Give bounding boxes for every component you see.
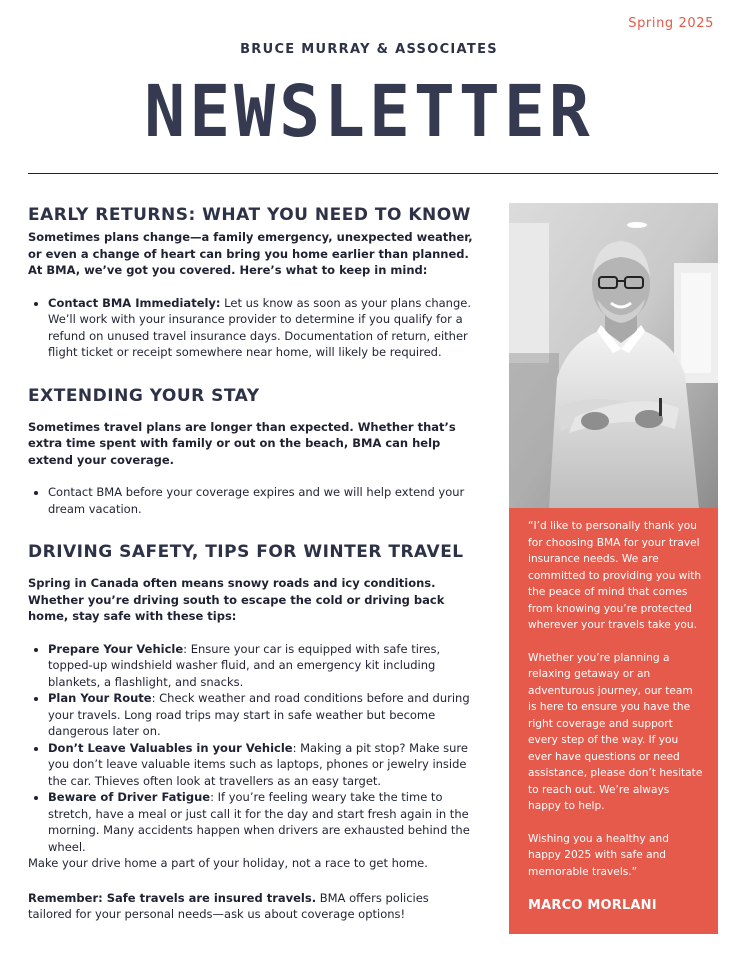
- list-item: [48, 295, 474, 361]
- quote-paragraph-3: Wishing you a healthy and happy 2025 with safe and memorable travels.”: [528, 832, 669, 878]
- heading-early-returns: EARLY RETURNS: WHAT YOU NEED TO KNOW: [28, 205, 471, 225]
- bullet-text: : Ensure your car is equipped with safe tires, topped-up windshield washer fluid, and an emergency kit including blankets, a flashlight, and snacks.: [48, 641, 441, 689]
- closing-line: Make your drive home a part of your holiday, not a race to get home.: [28, 856, 428, 870]
- heading-extending-stay: EXTENDING YOUR STAY: [28, 385, 260, 406]
- bullet-text: : If you’re feeling weary take the time to stretch, have a meal or just call it for the day and start fresh again in the morning. Many accidents happen when drivers are exhausted behind the wheel.: [48, 790, 470, 854]
- bullet-title: Contact BMA Immediately:: [48, 295, 221, 310]
- list-item: • Contact BMA before your coverage expires and we will help extend your dream vacation.: [48, 484, 474, 517]
- main-column: [28, 204, 474, 923]
- remember-bold: Remember: Safe travels are insured travels.: [28, 890, 317, 905]
- list-extending-stay: [28, 484, 474, 517]
- lead-driving-safety: Spring in Canada often means snowy roads and icy conditions. Whether you’re driving south to escape the cold or driving back home, stay safe with these tips:: [28, 576, 445, 623]
- lead-extending-stay: Sometimes travel plans are longer than expected. Whether that’s extra time spent with family or out on the beach, BMA can help extend your coverage.: [28, 419, 456, 467]
- list-item: [48, 789, 474, 855]
- bullet-text: : Making a pit stop? Make sure you don’t leave valuable items such as laptops, phones or jewelry inside the car. Thieves often look at travellers as an easy target.: [48, 740, 468, 788]
- list-item: [48, 740, 474, 790]
- list-item: [48, 641, 474, 691]
- remember-note: [28, 890, 474, 923]
- quote-paragraph-1: “I’d like to personally thank you for choosing BMA for your travel insurance needs. We are committed to providing you with the peace of mind that comes from knowing you’re protected wherever your travels take you.: [528, 520, 702, 631]
- list-driving-safety: [28, 641, 474, 856]
- bullet-title: Prepare Your Vehicle: [48, 641, 184, 656]
- list-item: [48, 690, 474, 740]
- remember-text: BMA offers policies tailored for your personal needs—ask us about coverage options!: [28, 890, 429, 921]
- bullet-title: Beware of Driver Fatigue: [48, 790, 211, 804]
- heading-driving-safety: DRIVING SAFETY, TIPS FOR WINTER TRAVEL: [28, 542, 464, 562]
- personal-message-box: [509, 508, 718, 934]
- list-early-returns: [28, 295, 474, 361]
- newsletter-title: NEWSLETTER: [144, 71, 594, 154]
- bullet-title: Don’t Leave Valuables in your Vehicle: [48, 740, 293, 755]
- company-name: BRUCE MURRAY & ASSOCIATES: [240, 42, 498, 57]
- header-divider: [28, 173, 718, 174]
- quote-paragraph-2: Whether you’re planning a relaxing getaway or an adventurous journey, our team is here to ensure you have the right coverage and support every step of the way. If you ever have questions or need assistance, please don’t hesitate to reach out. We’re always happy to help.: [528, 651, 703, 812]
- issue-season: Spring 2025: [628, 16, 714, 31]
- portrait-photo: [509, 203, 718, 508]
- lead-early-returns: Sometimes plans change—a family emergency, unexpected weather, or even a change of heart can bring you home earlier than planned. At BMA, we’ve got you covered. Here’s what to keep in mind:: [28, 230, 473, 277]
- bullet-text: Let us know as soon as your plans change. We’ll work with your insurance provider to determine if you qualify for a refund on unused travel insurance days. Documentation of return, either flight ticket or receipt somewhere near home, will likely be required.: [48, 295, 471, 359]
- bullet-text: : Check weather and road conditions before and during your travels. Long road trips may start in safe weather but become dangerous later on.: [48, 691, 470, 738]
- bullet-title: Plan Your Route: [48, 691, 152, 705]
- signature-name: MARCO MORLANI: [528, 898, 657, 913]
